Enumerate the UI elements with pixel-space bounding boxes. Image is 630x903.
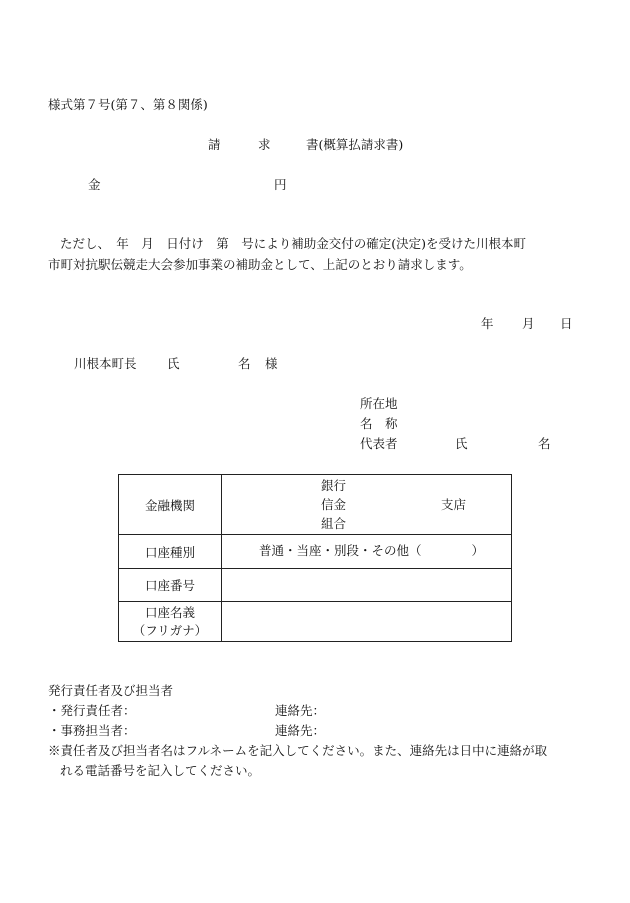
bank-value-cell[interactable] <box>222 475 512 535</box>
account-holder-value-cell[interactable] <box>222 602 512 642</box>
account-type-value-cell[interactable] <box>222 535 512 569</box>
bank-label: 金融機関 <box>144 497 195 513</box>
applicant-rep-label: 代表者 <box>360 436 398 451</box>
table-row <box>119 602 512 642</box>
staff-contact-label: 連絡先： <box>275 723 326 738</box>
table-row <box>119 535 512 569</box>
issuer-label: ・発行責任者： <box>48 703 136 718</box>
addressee-shi: 氏 <box>167 356 180 371</box>
bank-type-shinkin: 信金 <box>321 497 347 512</box>
bank-label-cell <box>119 475 222 535</box>
body-line-1: ただし、 年 月 日付け 第 号により補助金交付の確定(決定)を受けた川根本町 <box>60 236 527 251</box>
note-line-2: れる電話番号を記入してください。 <box>60 763 261 778</box>
account-number-label-cell <box>119 569 222 602</box>
addressee-mei: 名 <box>238 356 251 371</box>
applicant-address-label: 所在地 <box>360 396 398 411</box>
account-holder-label-cell <box>119 602 222 642</box>
date-month: 月 <box>522 316 535 331</box>
staff-label: ・事務担当者： <box>48 723 136 738</box>
addressee-prefix: 川根本町長 <box>74 356 137 371</box>
issuer-contact-label: 連絡先： <box>275 703 326 718</box>
bank-account-table <box>118 474 512 642</box>
account-type-label-cell <box>119 535 222 569</box>
account-holder-furigana-label: （フリガナ） <box>132 622 208 638</box>
table-row <box>119 569 512 602</box>
applicant-rep-mei: 名 <box>538 436 551 451</box>
note-line-1: ※責任者及び担当者名はフルネームを記入してください。また、連絡先は日中に連絡が取 <box>48 743 548 758</box>
form-number: 様式第７号(第７、第８関係) <box>48 97 208 112</box>
applicant-name-label: 名 称 <box>360 416 398 431</box>
addressee-sama: 様 <box>265 356 278 371</box>
date-day: 日 <box>560 316 573 331</box>
table-row <box>119 475 512 535</box>
applicant-rep-shi: 氏 <box>455 436 468 451</box>
account-number-label: 口座番号 <box>144 578 195 593</box>
responsible-heading: 発行責任者及び担当者 <box>48 683 174 698</box>
account-type-options: 普通・当座・別段・その他（ ） <box>259 543 485 558</box>
body-line-2: 市町対抗駅伝競走大会参加事業の補助金として、上記のとおり請求します。 <box>48 257 472 272</box>
account-holder-label: 口座名義 <box>144 604 195 620</box>
title-rest: 書(概算払請求書) <box>306 137 404 152</box>
bank-branch-label: 支店 <box>441 497 467 512</box>
title-char-1: 請 <box>208 137 221 152</box>
title-char-2: 求 <box>258 137 271 152</box>
bank-type-kumiai: 組合 <box>321 516 347 531</box>
amount-unit: 円 <box>274 177 287 192</box>
date-year: 年 <box>481 316 494 331</box>
account-number-value-cell[interactable] <box>222 569 512 602</box>
bank-type-bank: 銀行 <box>321 478 347 493</box>
account-type-label: 口座種別 <box>144 544 195 560</box>
amount-label: 金 <box>88 177 101 192</box>
